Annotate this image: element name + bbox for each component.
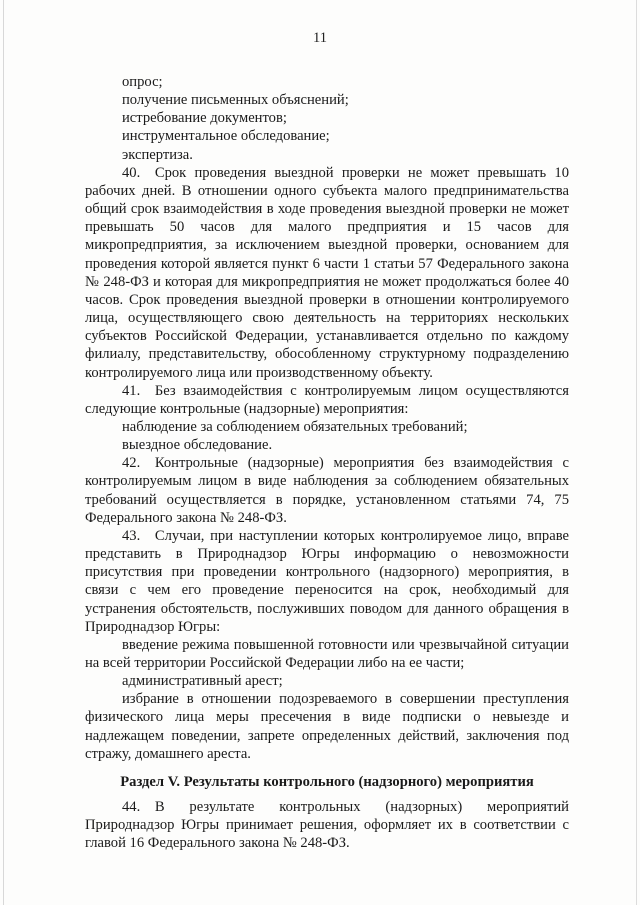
page-edge-left bbox=[3, 0, 4, 905]
list-item: истребование документов; bbox=[122, 110, 287, 127]
clause-41: 41. Без взаимодействия с контролируемым лицом осуществляются следующие контрольные (надзорные) мероприятия: bbox=[85, 382, 569, 417]
list-item: опрос; bbox=[122, 74, 163, 90]
page-number: 11 bbox=[313, 30, 327, 46]
list-item: избрание в отношении подозреваемого в совершении преступления физического лица меры пресечения в виде подписки о невыезде и надлежащем поведении, запрете определенных действий, заключения под стражу, домашнего ареста. bbox=[85, 691, 569, 762]
list-item: получение письменных объяснений; bbox=[122, 92, 349, 109]
clause-44: 44. В результате контрольных (надзорных) мероприятий Природнадзор Югры принимает решения, оформляет их в соответствии с главой 16 Федерального закона № 248-ФЗ. bbox=[85, 799, 569, 852]
section-heading: Раздел V. Результаты контрольного (надзорного) мероприятия bbox=[120, 773, 534, 790]
page-edge-right bbox=[636, 0, 637, 905]
document-body bbox=[85, 73, 569, 853]
clause-40: 40. Срок проведения выездной проверки не может превышать 10 рабочих дней. В отношении одного субъекта малого предпринимательства общий срок взаимодействия в ходе проведения выездной проверки не может превышать 50 часов для малого предприятия и 15 часов для микропредприятия, за исключением выездной проверки, основанием для проведения которой является пункт 6 части 1 статьи 57 Федерального закона № 248-ФЗ и которая для микропредприятия не может продолжаться более 40 часов. Срок проведения выездной проверки в отношении контролируемого лица, осуществляющего свою деятельность на территориях нескольких субъектов Российской Федерации, устанавливается отдельно по каждому филиалу, представительству, обособленному структурному подразделению контролируемого лица или производственному объекту. bbox=[85, 164, 569, 381]
list-item: экспертиза. bbox=[122, 146, 193, 163]
clause-42: 42. Контрольные (надзорные) мероприятия без взаимодействия с контролируемым лицом в виде наблюдения за соблюдением обязательных требований осуществляется в порядке, установленном статьями 74, 75 Федерального закона № 248-ФЗ. bbox=[85, 455, 569, 526]
list-item: административный арест; bbox=[122, 673, 283, 690]
list-item: выездное обследование. bbox=[122, 437, 273, 454]
list-item: наблюдение за соблюдением обязательных требований; bbox=[122, 418, 468, 435]
list-item: инструментальное обследование; bbox=[122, 128, 330, 145]
list-item: введение режима повышенной готовности или чрезвычайной ситуации на всей территории Российской Федерации либо на ее части; bbox=[85, 636, 569, 671]
clause-43: 43. Случаи, при наступлении которых контролируемое лицо, вправе представить в Природнадзор Югры информацию о невозможности присутствия при проведении контрольного (надзорного) мероприятия, в связи с чем его проведение переносится на срок, необходимый для устранения обстоятельств, послуживших поводом для данного обращения в Природнадзор Югры: bbox=[85, 527, 569, 635]
